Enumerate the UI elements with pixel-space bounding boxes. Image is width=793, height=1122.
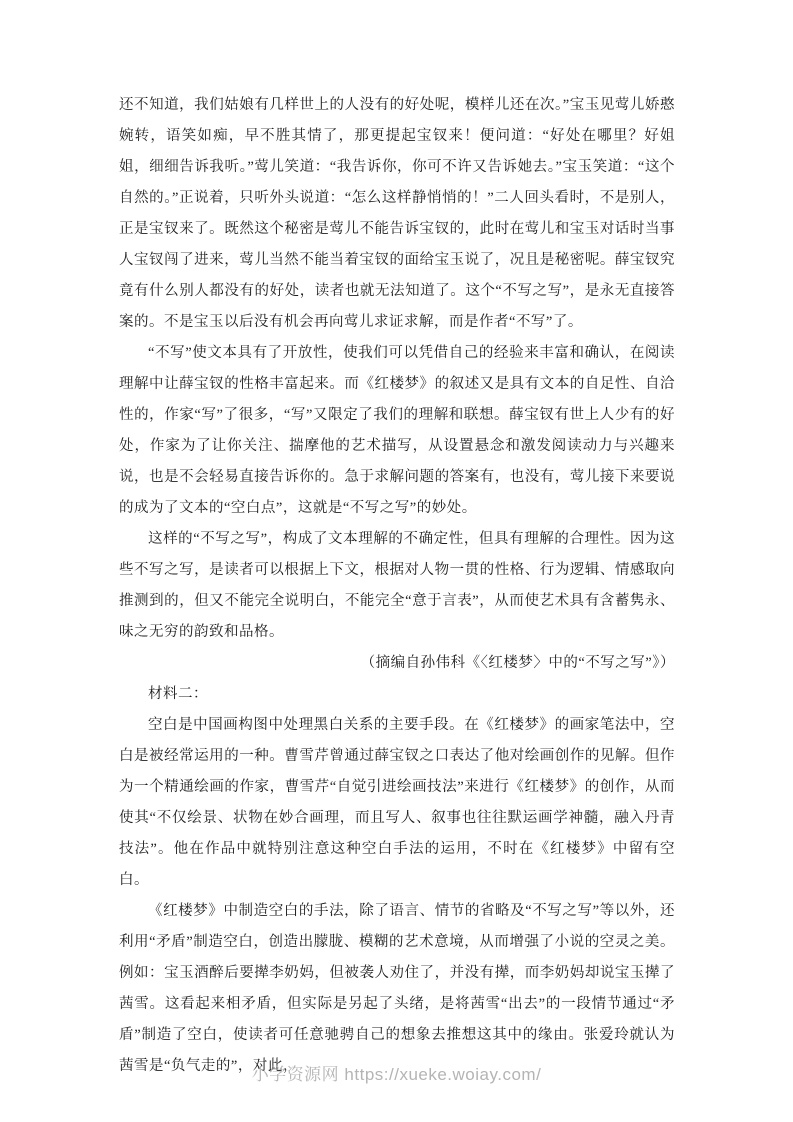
material-two-paragraph: 《红楼梦》中制造空白的手法，除了语言、情节的省略及“不写之写”等以外，还利用“矛盾”制造空白，创造出朦胧、模糊的艺术意境，从而增强了小说的空灵之美。例如：宝玉酒醉后要撵李奶妈，但被袭人劝住了，并没有撵，而李奶妈却说宝玉撵了茜雪。这看起来相矛盾，但实际是另起了头绪，是将茜雪“出去”的一段情节通过“矛盾”制造了空白，使读者可任意驰骋自己的想象去推想这其中的缘由。张爱玲就认为茜雪是“负气走的”，对此， <box>119 903 675 1074</box>
page-footer <box>0 1062 793 1088</box>
material-two-heading: 材料二： <box>148 686 208 702</box>
material-one-paragraph: 这样的“不写之写”，构成了文本理解的不确定性，但具有理解的合理性。因为这些不写之写，是读者可以根据上下文，根据对人物一贯的性格、行为逻辑、情感取向推测到的，但又不能完全说明白，不能完全“意于言表”，从而使艺术具有含蓄隽永、味之无穷的韵致和品格。 <box>119 531 675 640</box>
document-body <box>119 90 675 1082</box>
material-one-paragraph-continued: 还不知道，我们姑娘有几样世上的人没有的好处呢，模样儿还在次。”宝玉见莺儿娇憨婉转，语笑如痴，早不胜其情了，那更提起宝钗来！便问道：“好处在哪里？好姐姐，细细告诉我听。”莺儿笑道：“我告诉你，你可不许又告诉她去。”宝玉笑道：“这个自然的。”正说着，只听外头说道：“怎么这样静悄悄的！”二人回头看时，不是别人，正是宝钗来了。既然这个秘密是莺儿不能告诉宝钗的，此时在莺儿和宝玉对话时当事人宝钗闯了进来，莺儿当然不能当着宝钗的面给宝玉说了，况且是秘密呢。薛宝钗究竟有什么别人都没有的好处，读者也就无法知道了。这个“不写之写”，是永无直接答案的。不是宝玉以后没有机会再向莺儿求证求解，而是作者“不写”了。 <box>119 97 675 330</box>
footer-site-url: https://xueke.woiay.com/ <box>344 1065 542 1084</box>
footer-site-name: 小学资源网 <box>251 1065 340 1084</box>
material-two-paragraph: 空白是中国画构图中处理黑白关系的主要手段。在《红楼梦》的画家笔法中，空白是被经常运用的一种。曹雪芹曾通过薛宝钗之口表达了他对绘画创作的见解。但作为一个精通绘画的作家，曹雪芹“自觉引进绘画技法”来进行《红楼梦》的创作，从而使其“不仅绘景、状物在妙合画理，而且写人、叙事也往往默运画学神髓，融入丹青技法”。他在作品中就特别注意这种空白手法的运用，不时在《红楼梦》中留有空白。 <box>119 717 675 888</box>
material-one-paragraph: “不写”使文本具有了开放性，使我们可以凭借自己的经验来丰富和确认，在阅读理解中让薛宝钗的性格丰富起来。而《红楼梦》的叙述又是具有文本的自足性、自洽性的，作家“写”了很多，“写”又限定了我们的理解和联想。薛宝钗有世上人少有的好处，作家为了让你关注、揣摩他的艺术描写，从设置悬念和激发阅读动力与兴趣来说，也是不会轻易直接告诉你的。急于求解问题的答案有，也没有，莺儿接下来要说的成为了文本的“空白点”，这就是“不写之写”的妙处。 <box>119 345 675 516</box>
source-attribution: （摘编自孙伟科《〈红楼梦〉中的“不写之写”》） <box>360 655 675 671</box>
